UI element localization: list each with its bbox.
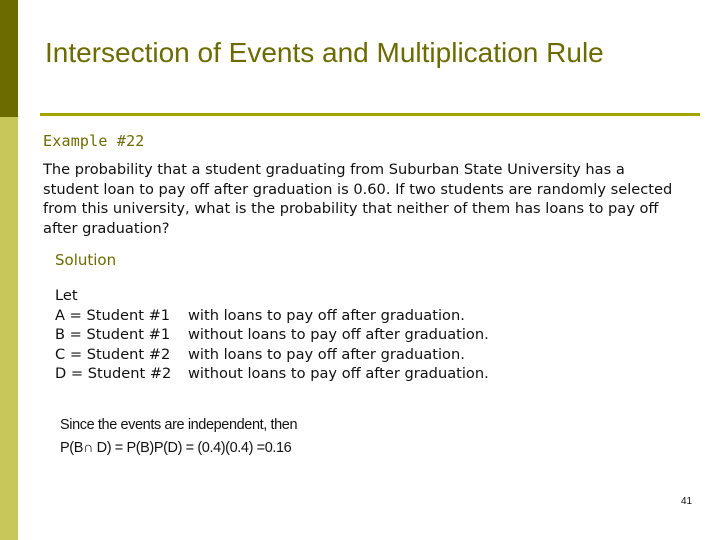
title-divider — [40, 113, 700, 116]
side-accent-bar-bottom — [0, 117, 18, 540]
solution-label: Solution — [55, 251, 117, 269]
definition-body: without loans to pay off after graduation. — [188, 326, 489, 343]
definition-row — [55, 364, 489, 384]
definition-head: A = Student #1 — [55, 306, 171, 324]
definition-body: with loans to pay off after graduation. — [188, 306, 465, 324]
definition-head: C = Student #2 — [55, 345, 171, 363]
formula-line-1: Since the events are independent, then — [60, 417, 298, 433]
problem-text: The probability that a student graduating from Suburban State University has a student loan to pay off after graduation is 0.60. If two students are randomly selected from this university, what is the probability that neither of them has loans to pay off after graduation? — [43, 161, 673, 237]
definition-row — [55, 345, 489, 365]
definition-head: D = Student #2 — [55, 365, 172, 382]
slide-title: Intersection of Events and Multiplication Rule — [45, 37, 604, 68]
page-number: 41 — [681, 496, 693, 507]
definition-row — [55, 306, 489, 326]
side-accent-bar-top — [0, 0, 18, 117]
example-label: Example #22 — [43, 132, 145, 150]
definition-row — [55, 325, 489, 345]
formula-block — [60, 414, 297, 460]
formula-line-2: P(B∩ D) = P(B)P(D) = (0.4)(0.4) =0.16 — [60, 440, 292, 456]
definition-body: with loans to pay off after graduation. — [188, 345, 465, 363]
definition-body: without loans to pay off after graduation. — [188, 365, 489, 382]
definition-head: B = Student #1 — [55, 326, 171, 343]
let-label: Let — [55, 287, 78, 304]
definitions-block — [55, 286, 489, 384]
